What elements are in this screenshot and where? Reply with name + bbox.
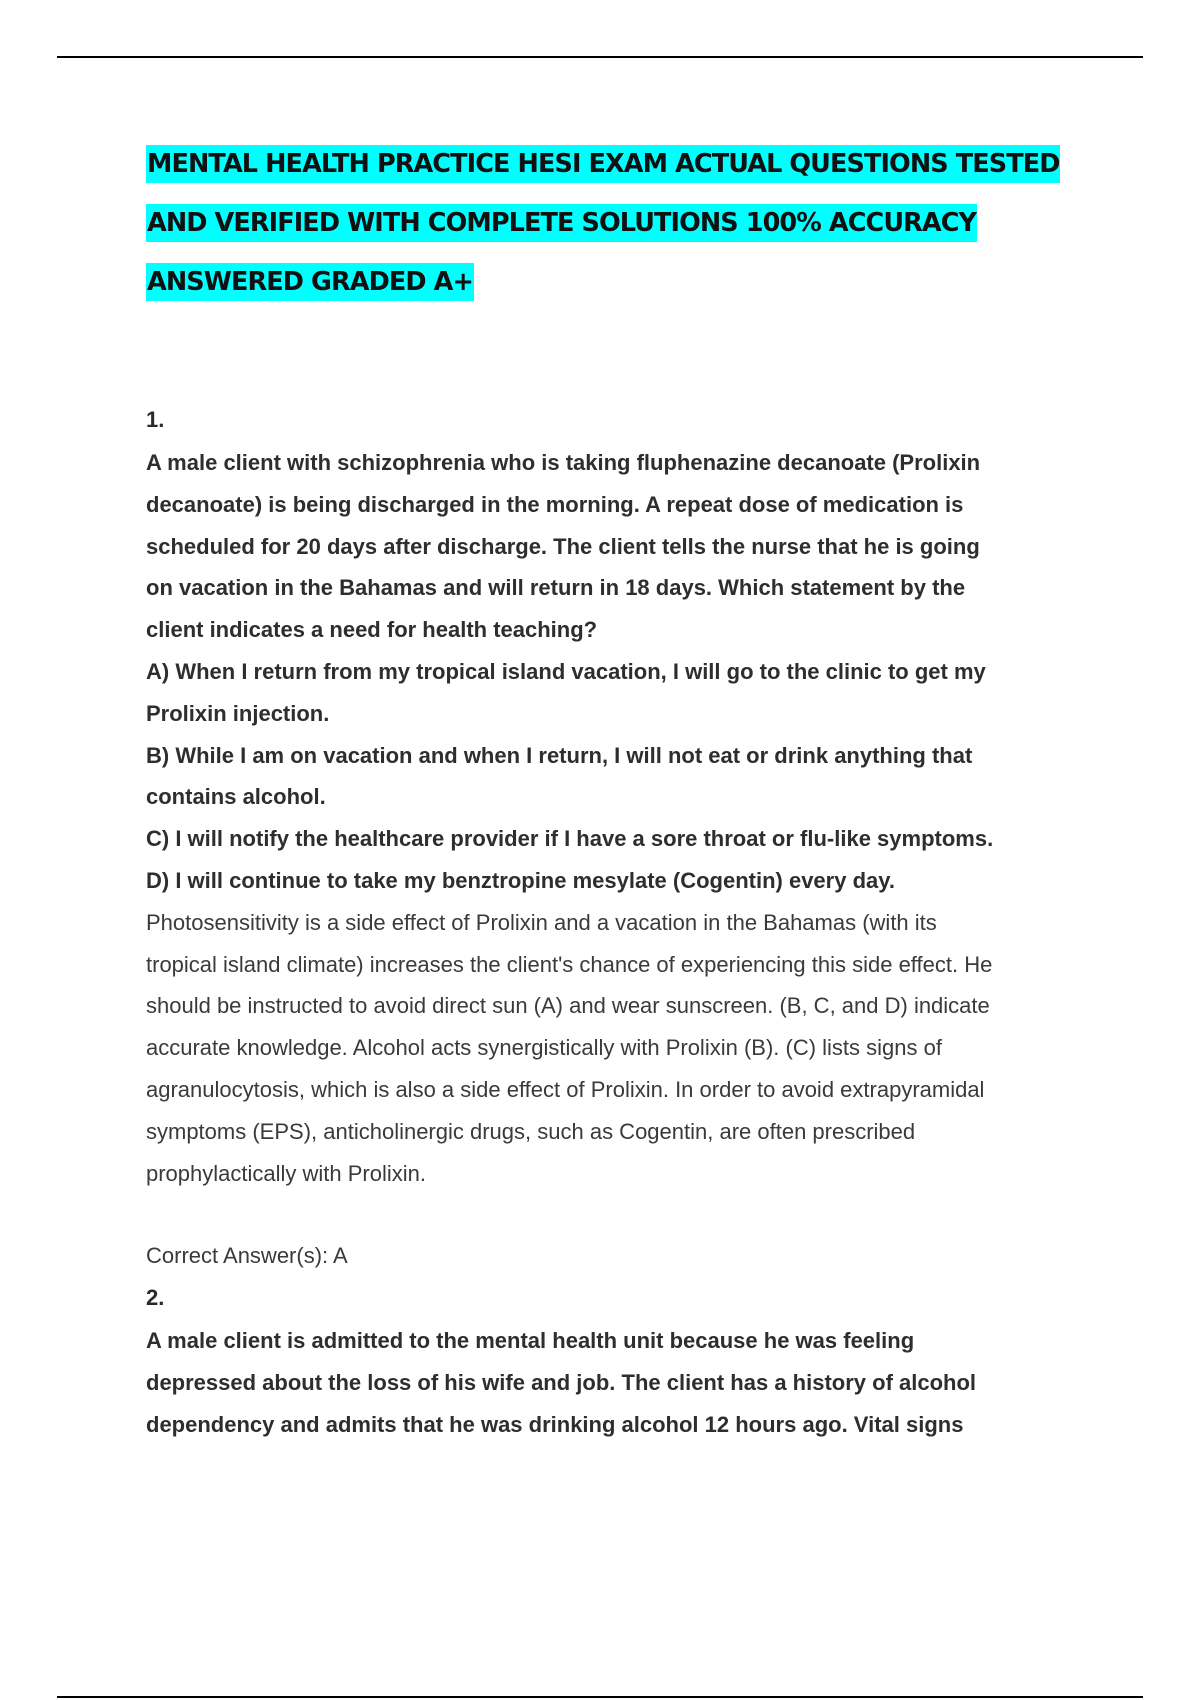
option-c-line: C) I will notify the healthcare provider if I have a sore throat or flu-like symptoms.	[146, 826, 994, 852]
question-line: A male client with schizophrenia who is taking fluphenazine decanoate (Prolixin	[146, 450, 981, 475]
rationale-line: prophylactically with Prolixin.	[146, 1160, 426, 1186]
question-line: client indicates a need for health teaching?	[146, 617, 598, 643]
rationale-line: agranulocytosis, which is also a side effect of Prolixin. In order to avoid extrapyramidal	[146, 1076, 985, 1102]
question-line: dependency and admits that he was drinking alcohol 12 hours ago. Vital signs	[146, 1411, 964, 1437]
option-b-line: contains alcohol.	[146, 784, 326, 810]
rationale-line: Photosensitivity is a side effect of Prolixin and a vacation in the Bahamas (with its	[146, 909, 937, 935]
question-2-number: 2.	[146, 1285, 165, 1310]
rationale-line: symptoms (EPS), anticholinergic drugs, such as Cogentin, are often prescribed	[146, 1118, 916, 1144]
question-1-options	[146, 651, 1086, 902]
option-d-line: D) I will continue to take my benztropine mesylate (Cogentin) every day.	[146, 867, 895, 893]
question-line: depressed about the loss of his wife and job. The client has a history of alcohol	[146, 1369, 977, 1395]
rationale-line: accurate knowledge. Alcohol acts synergistically with Prolixin (B). (C) lists signs of	[146, 1035, 942, 1061]
question-1	[146, 442, 1086, 1194]
rationale-line: tropical island climate) increases the client's chance of experiencing this side effect. He	[146, 951, 993, 977]
question-1-number: 1.	[146, 407, 165, 432]
title-line-1: MENTAL HEALTH PRACTICE HESI EXAM ACTUAL QUESTIONS TESTED	[146, 145, 1106, 204]
question-line: on vacation in the Bahamas and will return in 18 days. Which statement by the	[146, 575, 966, 601]
question-1-rationale	[146, 902, 1086, 1195]
question-line: decanoate) is being discharged in the morning. A repeat dose of medication is	[146, 491, 964, 517]
bottom-divider	[57, 1696, 1143, 1698]
top-divider	[57, 56, 1143, 58]
option-b-line: B) While I am on vacation and when I return, I will not eat or drink anything that	[146, 742, 973, 768]
question-2	[146, 1320, 1086, 1445]
question-line: scheduled for 20 days after discharge. The client tells the nurse that he is going	[146, 533, 980, 559]
rationale-line: should be instructed to avoid direct sun (A) and wear sunscreen. (B, C, and D) indicate	[146, 993, 990, 1019]
option-a-line: A) When I return from my tropical island vacation, I will go to the clinic to get my	[146, 658, 986, 684]
question-1-correct-answer: Correct Answer(s): A	[146, 1243, 348, 1268]
title-line-2: AND VERIFIED WITH COMPLETE SOLUTIONS 100% ACCURACY	[146, 204, 1106, 263]
option-a-line: Prolixin injection.	[146, 700, 330, 726]
title-line-3: ANSWERED GRADED A+	[146, 263, 1106, 322]
document-title	[146, 145, 1106, 322]
question-1-stem	[146, 442, 1086, 651]
question-line: A male client is admitted to the mental health unit because he was feeling	[146, 1328, 915, 1353]
